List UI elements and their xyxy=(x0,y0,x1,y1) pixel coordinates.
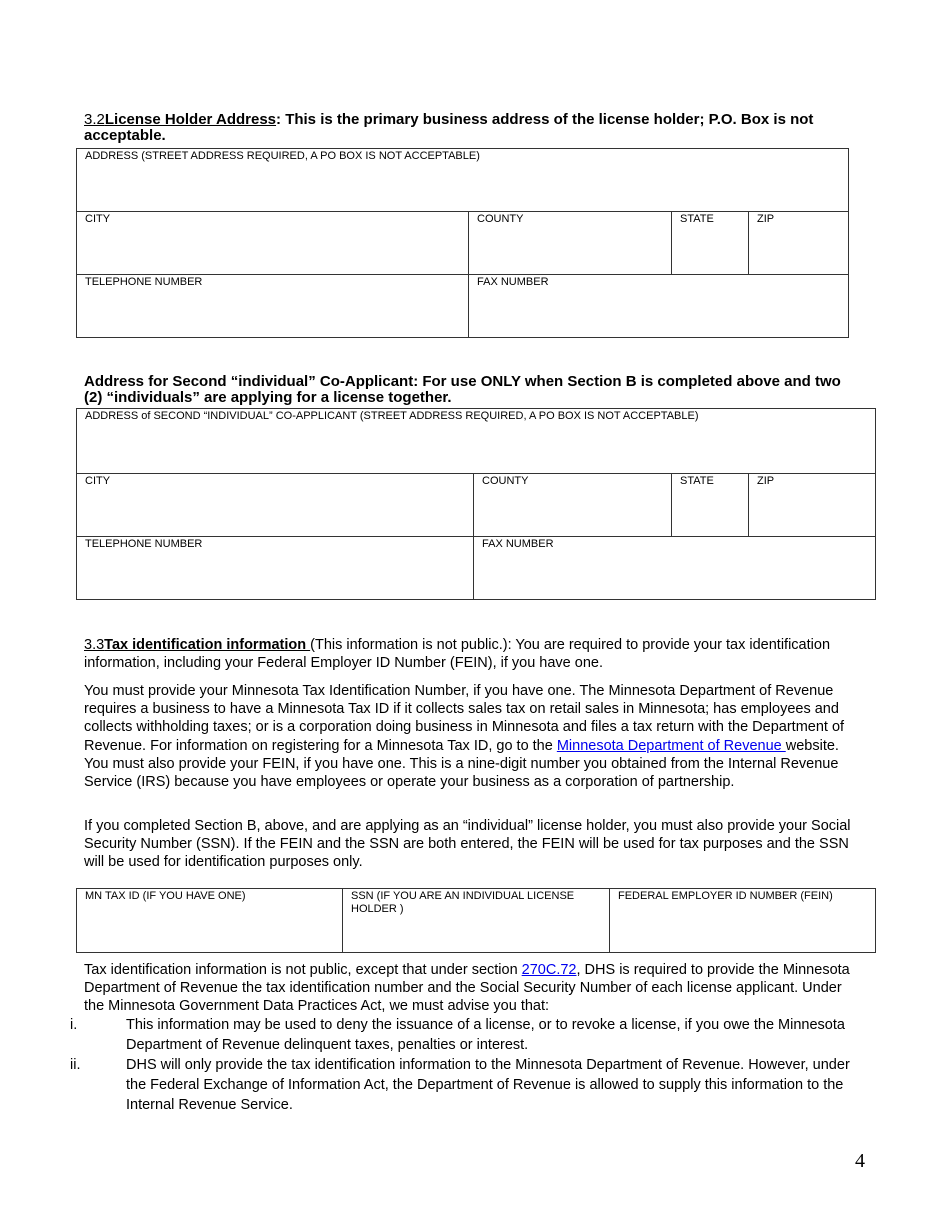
paragraph-text: website. You must also provide your FEIN, if you have one. This is a nine-digit number you obtained from the Internal Revenue Service (IRS) because you have employees or operate your business as a corporation of partnership. xyxy=(84,737,839,791)
field-label: STATE xyxy=(680,475,714,487)
co-zip-field[interactable] xyxy=(749,474,876,537)
field-label: CITY xyxy=(85,213,111,225)
section-title: License Holder Address xyxy=(104,111,277,128)
ssn-paragraph: If you completed Section B, above, and are applying as an “individual” license holder, you must also provide your Social Security Number (SSN). If the FEIN and the SSN are both entered, the FEIN will be used for tax purposes and the SSN will be used for identification purposes only. xyxy=(84,818,851,871)
section-3-2-heading xyxy=(84,112,854,144)
co-fax-field[interactable] xyxy=(474,537,876,600)
list-text: DHS will only provide the tax identification information to the Minnesota Department of Revenue. However, under the Federal Exchange of Information Act, the Department of Revenue is allowed to supply this information to the Internal Revenue Service. xyxy=(126,1057,850,1113)
tax-id-table xyxy=(76,888,876,953)
field-label: STATE xyxy=(680,213,714,225)
paragraph-text: , DHS is required to provide the Minnesota Department of Revenue the tax identification number and the Social Security Number of each license applicant. Under the Minnesota Government Data Practices Act, we must advise you that: xyxy=(84,962,850,1015)
field-label: COUNTY xyxy=(482,475,529,487)
section-number: 3.2 xyxy=(84,111,105,128)
telephone-field[interactable] xyxy=(77,275,469,338)
list-number: i. xyxy=(70,1017,78,1033)
co-city-field[interactable] xyxy=(77,474,474,537)
field-label: TELEPHONE NUMBER xyxy=(85,276,203,288)
field-label: SSN (IF YOU ARE AN INDIVIDUAL LICENSE HOLDER ) xyxy=(351,890,575,915)
paragraph-text: You must provide your Minnesota Tax Identification Number, if you have one. The Minnesota Department of Revenue requires a business to have a Minnesota Tax ID if it collects sales tax on retail sales in Minnesota; has employees and collects withholding taxes; or is a corporation doing business in Minnesota and files a tax return with the Department of Revenue. For information on registering for a Minnesota Tax ID, go to the xyxy=(84,683,845,754)
co-applicant-address-table xyxy=(76,408,876,600)
field-label: FEDERAL EMPLOYER ID NUMBER (FEIN) xyxy=(618,890,833,902)
section-3-3-intro xyxy=(84,636,864,672)
state-field[interactable] xyxy=(672,212,749,275)
paragraph-text: Tax identification information is not public, except that under section xyxy=(84,962,522,978)
co-telephone-field[interactable] xyxy=(77,537,474,600)
co-county-field[interactable] xyxy=(474,474,672,537)
license-holder-address-table xyxy=(76,148,849,338)
section-heading-text: : This is the primary business address of the license holder; P.O. Box is not acceptable. xyxy=(84,111,814,144)
field-label: MN TAX ID (IF YOU HAVE ONE) xyxy=(85,890,246,902)
field-label: TELEPHONE NUMBER xyxy=(85,538,203,550)
zip-field[interactable] xyxy=(749,212,849,275)
intro-text: (This information is not public.): You are required to provide your tax identification information, including your Federal Employer ID Number (FEIN), if you have one. xyxy=(84,637,831,672)
field-label: ZIP xyxy=(757,475,775,487)
page-number: 4 xyxy=(855,1150,865,1172)
data-practices-paragraph xyxy=(84,961,864,1016)
co-applicant-heading: Address for Second “individual” Co-Applicant: For use ONLY when Section B is completed above and two (2) “individuals” are applying for a license together. xyxy=(84,373,841,406)
mn-tax-paragraph xyxy=(84,682,864,791)
field-label: COUNTY xyxy=(477,213,524,225)
field-label: ADDRESS (STREET ADDRESS REQUIRED, A PO BOX IS NOT ACCEPTABLE) xyxy=(85,150,480,162)
statute-270c72-link[interactable]: 270C.72 xyxy=(521,962,577,978)
section-number: 3.3 xyxy=(84,637,105,653)
field-label: ADDRESS of SECOND “INDIVIDUAL” CO-APPLICANT (STREET ADDRESS REQUIRED, A PO BOX IS NOT ACCEPTABLE) xyxy=(85,410,699,422)
list-number: ii. xyxy=(70,1057,81,1073)
field-label: FAX NUMBER xyxy=(477,276,549,288)
co-state-field[interactable] xyxy=(672,474,749,537)
list-text: This information may be used to deny the issuance of a license, or to revoke a license, if you owe the Minnesota Department of Revenue delinquent taxes, penalties or interest. xyxy=(126,1017,845,1053)
address-field[interactable] xyxy=(77,149,849,212)
field-label: CITY xyxy=(85,475,111,487)
field-label: ZIP xyxy=(757,213,775,225)
ssn-field[interactable] xyxy=(343,889,610,953)
co-address-field[interactable] xyxy=(77,409,876,474)
mn-revenue-link[interactable]: Minnesota Department of Revenue xyxy=(556,737,786,754)
county-field[interactable] xyxy=(469,212,672,275)
fein-field[interactable] xyxy=(610,889,876,953)
field-label: FAX NUMBER xyxy=(482,538,554,550)
fax-field[interactable] xyxy=(469,275,849,338)
section-title: Tax identification information xyxy=(104,637,311,653)
mn-tax-id-field[interactable] xyxy=(77,889,343,953)
city-field[interactable] xyxy=(77,212,469,275)
